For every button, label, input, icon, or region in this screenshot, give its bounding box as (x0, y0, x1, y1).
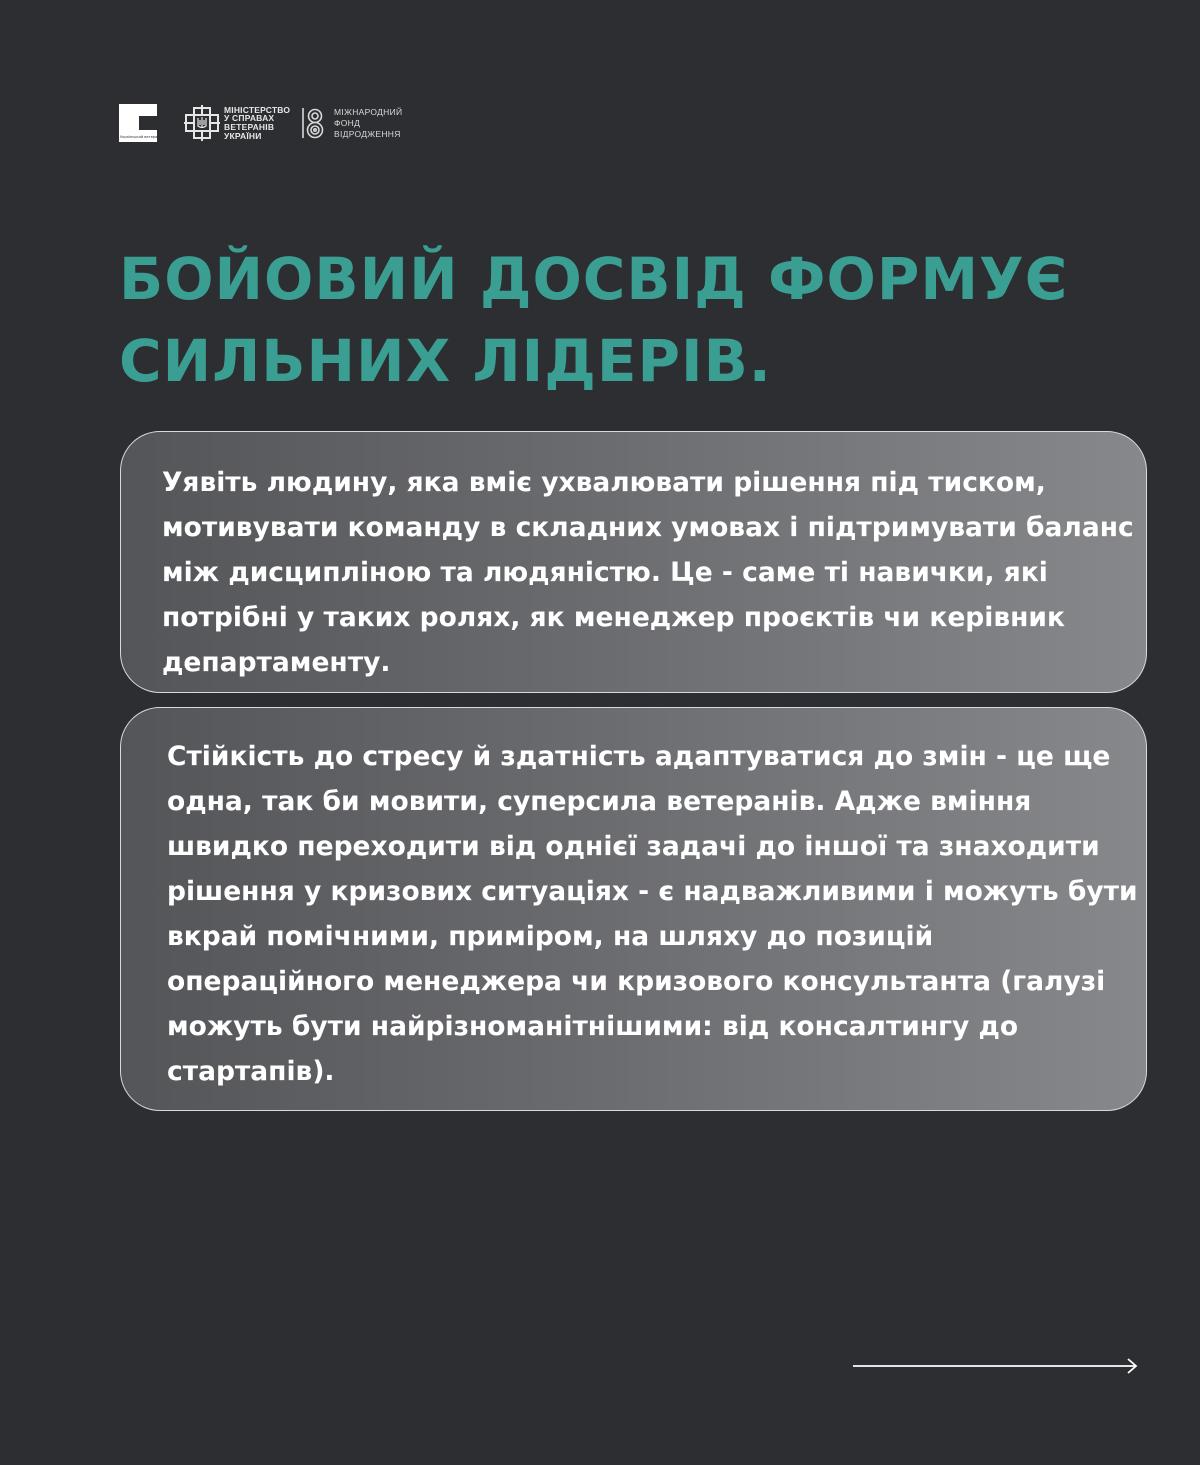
irf-logo-text (334, 107, 402, 140)
trident-emblem-icon (183, 104, 221, 142)
irf-logo-icon (300, 106, 326, 140)
arrow-right-icon[interactable] (853, 1356, 1139, 1376)
irf-line-1: МІЖНАРОДНИЙ (334, 106, 403, 117)
veteran-fund-logo (119, 104, 182, 142)
headline (119, 238, 1119, 402)
ministry-line-3: ВЕТЕРАНІВ (224, 122, 275, 132)
irf-logo (300, 106, 402, 140)
ministry-line-2: У СПРАВАХ (224, 113, 275, 124)
irf-line-2: ФОНД (334, 117, 361, 128)
partner-logos (119, 103, 402, 143)
ministry-logo-text (224, 106, 290, 140)
veteran-fund-logo-text: Український ветеранський фонд (120, 135, 182, 139)
info-card-text: Стійкість до стресу й здатність адаптуватися до змін - це ще одна, так би мовити, суперсила ветеранів. Адже вміння швидко переходити від однієї задачі до іншої та знаходити рішення у кризових ситуаціях - є надважливими і можуть бути вкрай помічними, приміром, на шляху до позицій операційного менеджера чи кризового консультанта (галузі можуть бути найрізноманітнішими: від консалтингу до стартапів). (167, 741, 1138, 1087)
info-card-leadership (120, 431, 1147, 693)
irf-line-3: ВІДРОДЖЕННЯ (334, 128, 401, 139)
ministry-line-1: МІНІСТЕРСТВО (224, 104, 291, 115)
ministry-logo (183, 104, 290, 142)
info-card-resilience (120, 707, 1147, 1111)
ministry-line-4: УКРАЇНИ (224, 130, 262, 141)
headline-line-2: СИЛЬНИХ ЛІДЕРІВ. (119, 327, 772, 395)
headline-line-1: БОЙОВИЙ ДОСВІД ФОРМУЄ (119, 245, 1069, 313)
info-card-text: Уявіть людину, яка вміє ухвалювати рішення під тиском, мотивувати команду в складних умовах і підтримувати баланс між дисципліною та людяністю. Це - саме ті навички, які потрібні у таких ролях, як менеджер проєктів чи керівник департаменту. (162, 467, 1134, 678)
